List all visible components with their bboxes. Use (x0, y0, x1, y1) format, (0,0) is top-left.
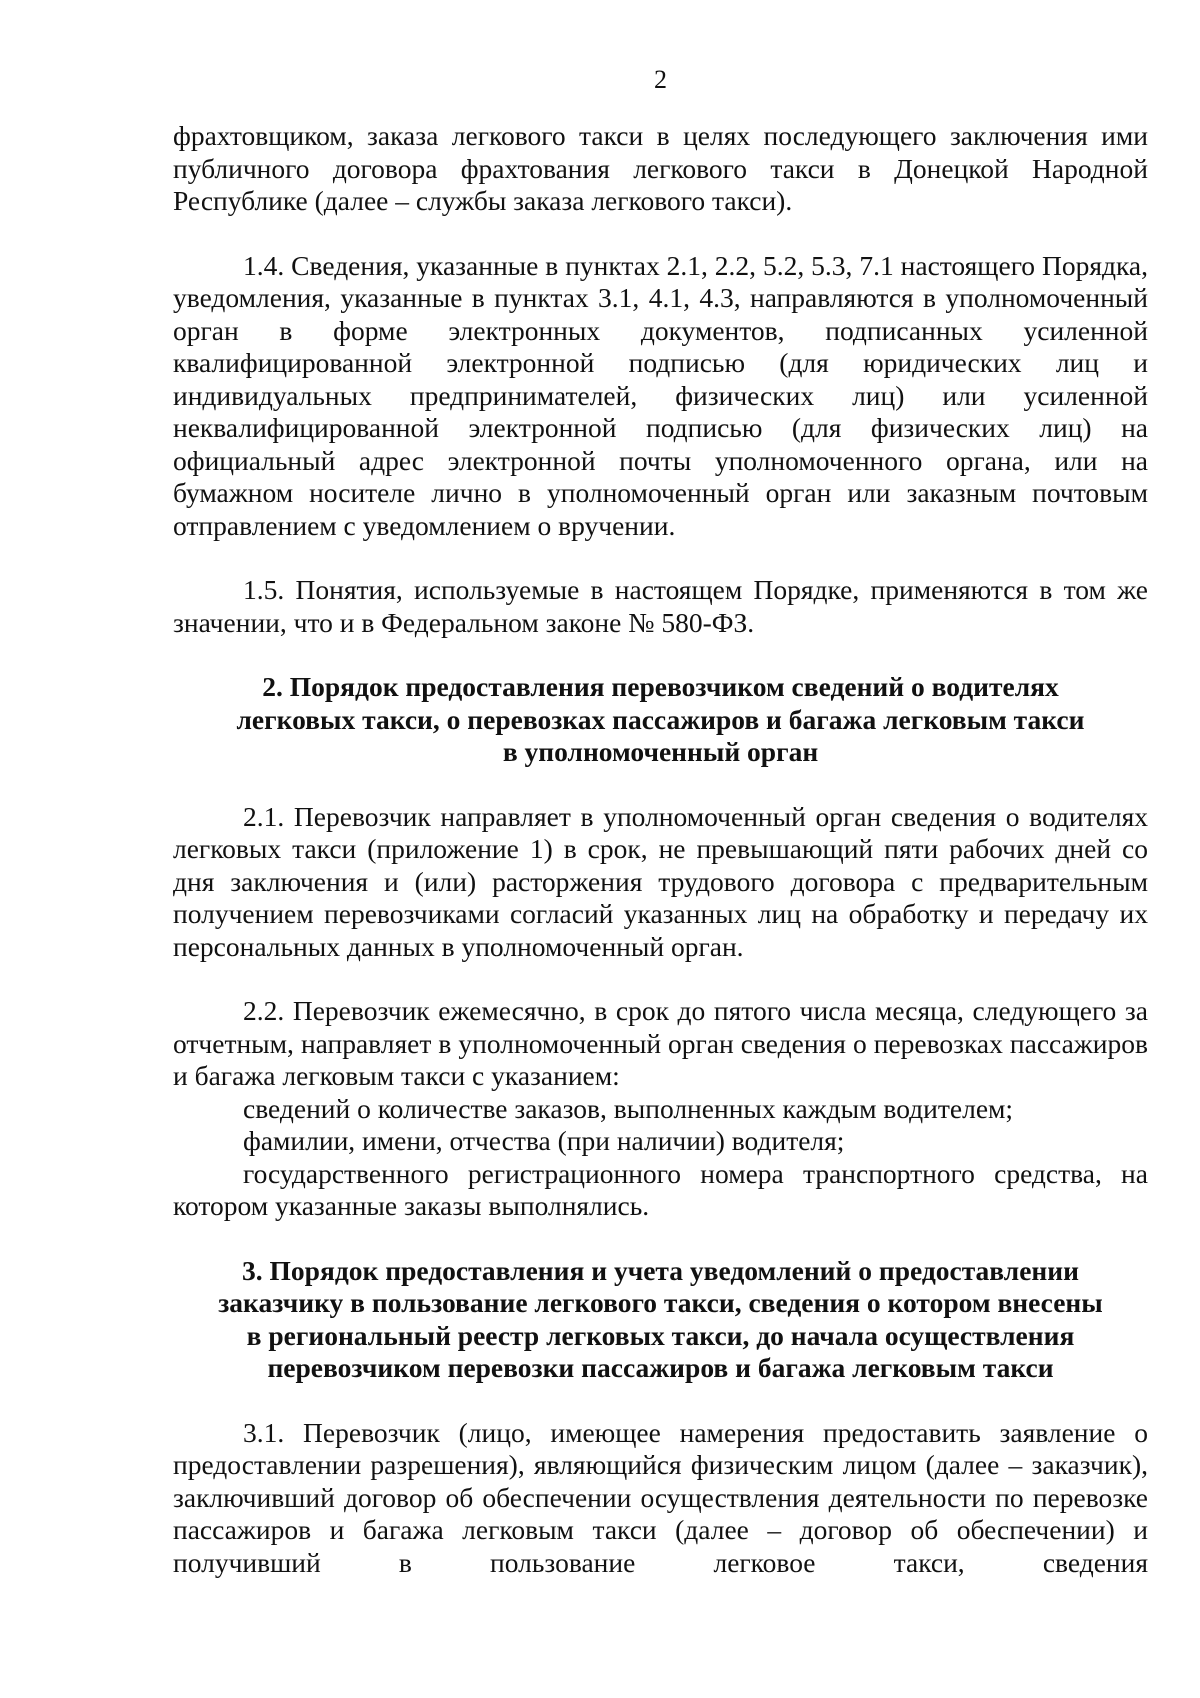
section-3-heading-line: заказчику в пользование легкового такси, сведения о котором внесены (218, 1287, 1103, 1318)
document-page (173, 64, 1148, 1579)
section-2-heading-line: 2. Порядок предоставления перевозчиком сведений о водителях (262, 671, 1059, 702)
list-item: сведений о количестве заказов, выполненных каждым водителем; (243, 1092, 1014, 1124)
section-3-heading (173, 1255, 1148, 1385)
paragraph-3-1: 3.1. Перевозчик (лицо, имеющее намерения предоставить заявление о предоставлении разрешения), являющийся физическим лицом (далее – заказчик), заключивший договор об обеспечении осуществления деятельности по перевозке пассажиров и багажа легковым такси (далее – договор об обеспечении) и получивший в пользование легковое такси, сведения (173, 1416, 1148, 1578)
paragraph-1-4: 1.4. Сведения, указанные в пунктах 2.1, 2.2, 5.2, 5.3, 7.1 настоящего Порядка, уведомления, указанные в пунктах 3.1, 4.1, 4.3, направляются в уполномоченный орган в форме электронных документов, подписанных усиленной квалифицированной электронной подписью (для юридических лиц и индивидуальных предпринимателей, физических лиц) или усиленной неквалифицированной электронной подписью (для физических лиц) на официальный адрес электронной почты уполномоченного органа, или на бумажном носителе лично в уполномоченный орган или заказным почтовым отправлением с уведомлением о вручении. (173, 249, 1148, 541)
section-2-heading-line: легковых такси, о перевозках пассажиров и багажа легковым такси (236, 703, 1085, 735)
section-3-heading-line: 3. Порядок предоставления и учета уведомлений о предоставлении (242, 1254, 1079, 1286)
list-item: государственного регистрационного номера транспортного средства, на котором указанные заказы выполнялись. (173, 1157, 1148, 1221)
paragraph-2-2: 2.2. Перевозчик ежемесячно, в срок до пятого числа месяца, следующего за отчетным, направляет в уполномоченный орган сведения о перевозках пассажиров и багажа легковым такси с указанием: (173, 995, 1148, 1091)
section-2-heading (173, 671, 1148, 769)
section-2-heading-line: в уполномоченный орган (502, 736, 819, 767)
intro-paragraph: фрахтовщиком, заказа легкового такси в целях последующего заключения ими публичного договора фрахтования легкового такси в Донецкой Народной Республике (далее – службы заказа легкового такси). (173, 120, 1148, 216)
list-item: фамилии, имени, отчества (при наличии) водителя; (243, 1125, 845, 1156)
section-3-heading-line: перевозчиком перевозки пассажиров и багажа легковым такси (267, 1352, 1054, 1383)
section-3-heading-line: в региональный реестр легковых такси, до начала осуществления (246, 1319, 1075, 1351)
page-number: 2 (654, 65, 667, 94)
paragraph-2-1: 2.1. Перевозчик направляет в уполномоченный орган сведения о водителях легковых такси (приложение 1) в срок, не превышающий пяти рабочих дней со дня заключения и (или) расторжения трудового договора с предварительным получением перевозчиками согласий указанных лиц на обработку и передачу их персональных данных в уполномоченный орган. (173, 800, 1148, 962)
paragraph-1-5: 1.5. Понятия, используемые в настоящем Порядке, применяются в том же значении, что и в Федеральном законе № 580-ФЗ. (173, 574, 1148, 638)
